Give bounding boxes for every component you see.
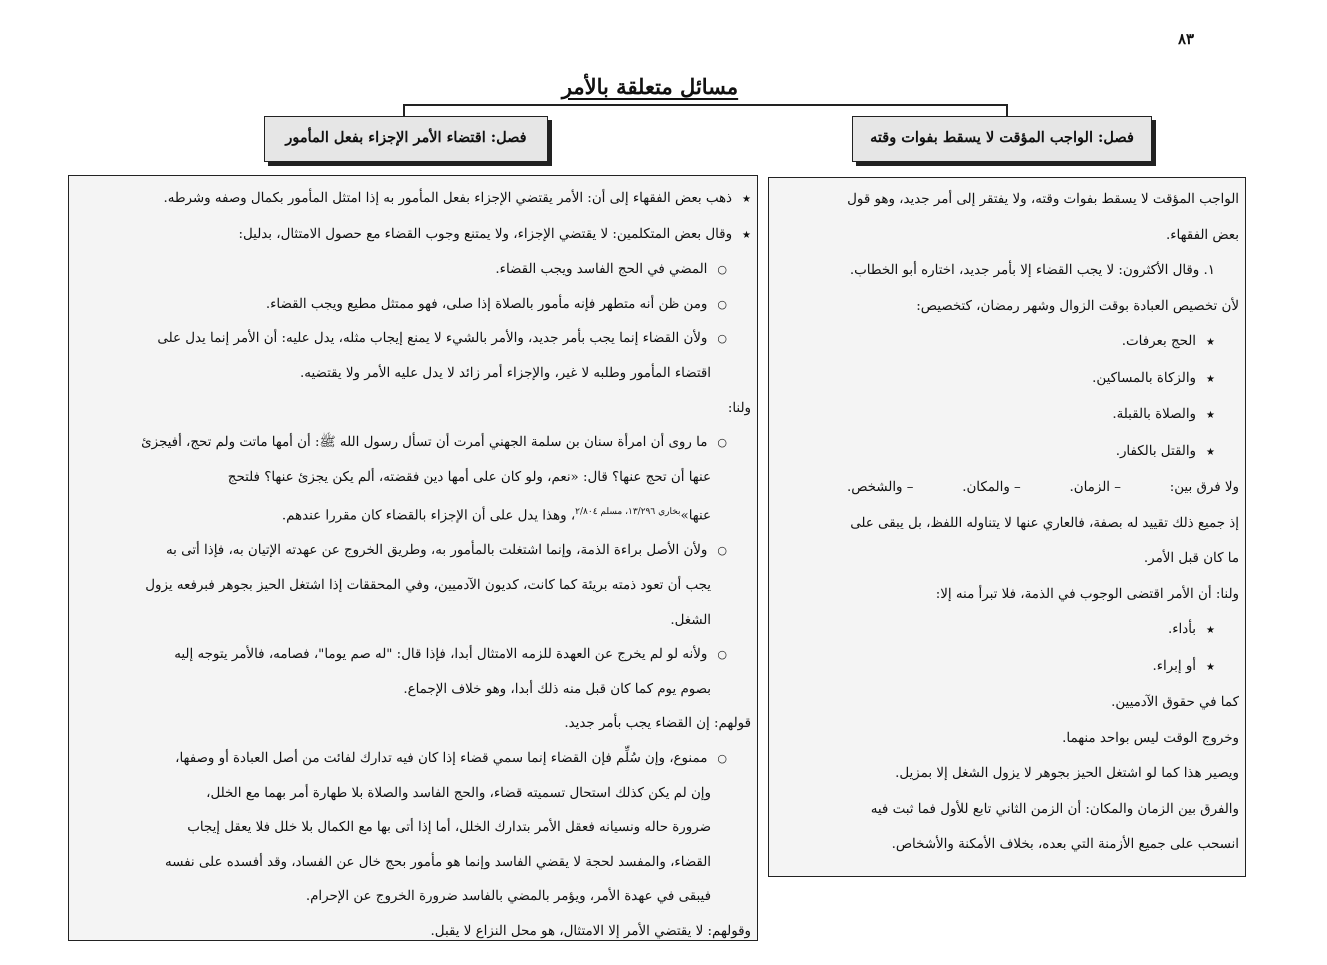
right-line-3: ١. وقال الأكثرون: لا يجب القضاء إلا بأمر جديد، اختاره أبو الخطاب. (849, 263, 1215, 278)
right-list-item-1 (777, 324, 1239, 361)
right-list-item-text: والزكاة بالمساكين. (1092, 370, 1197, 386)
dash-item-time: – الزمان. (1069, 480, 1121, 495)
left-line-17 (75, 742, 751, 777)
right-line-no-difference (777, 470, 1239, 506)
left-line-19: ضرورة حاله ونسيانه فعقل الأمر بتدارك الخلل، أما إذا أتى بها مع الكمال بلا خلل فلا يعقل إيجاب (187, 820, 711, 836)
hadith-reference: بخاري ١٣/٢٩٦، مسلم ٢/٨٠٤ (575, 507, 681, 518)
dash-item-place: – والمكان. (962, 480, 1021, 495)
right-list-item-text: والصلاة بالقبلة. (1112, 407, 1197, 422)
left-line-text: المضي في الحج الفاسد ويجب القضاء. (495, 262, 708, 278)
dash-text: والشخص. (847, 480, 903, 495)
right-line-21: والفرق بين الزمان والمكان: أن الزمن الثاني تابع للأول فما ثبت فيه (870, 801, 1239, 817)
left-line-7: ولنا: (727, 400, 751, 416)
hadith-conclusion-text: ، وهذا يدل على أن الإجزاء بالقضاء كان مقررا عندهم. (281, 508, 576, 524)
left-line-4 (75, 288, 751, 323)
left-line-8 (75, 426, 751, 461)
left-line-text: ما روى أن امرأة سنان بن سلمة الجهني أمرت أن تسأل رسول الله ﷺ: أن أمها ماتت ولم تحج، أفيجزئ (141, 435, 708, 451)
right-line-15: ولنا: أن الأمر اقتضى الوجوب في الذمة، فلا تبرأ منه إلا: (935, 586, 1239, 602)
left-line-6: اقتضاء المأمور وطلبه لا غير، والإجزاء أمر زائد لا يدل عليه الأمر ولا يقتضيه. (300, 365, 711, 381)
left-line-text: ولأن الأصل براءة الذمة، وإنما اشتغلت بالمأمور به، وطريق الخروج عن عهدته الإتيان به، فإذا أتى به (166, 543, 708, 559)
left-line-21: فيبقى في عهدة الأمر، ويؤمر بالمضي بالفاسد ضرورة الخروج عن الإحرام. (305, 889, 711, 905)
right-list-item-6 (777, 649, 1239, 686)
left-line-5 (75, 322, 751, 357)
right-list-item-3 (777, 397, 1239, 434)
right-line-18: كما في حقوق الآدميين. (1111, 695, 1239, 710)
right-line-14: ما كان قبل الأمر. (1143, 551, 1239, 566)
left-line-3 (75, 253, 751, 288)
page-number: ٨٣ (1178, 30, 1195, 48)
left-line-1 (75, 182, 751, 218)
right-line-4: لأن تخصيص العبادة بوقت الزوال وشهر رمضان، كتخصيص: (916, 298, 1239, 314)
right-section-panel (768, 177, 1246, 877)
left-line-text: ومن ظن أنه متطهر فإنه مأمور بالصلاة إذا صلى، فهو ممتثل مطيع ويجب القضاء. (265, 296, 708, 312)
right-line-22: انسحب على جميع الأزمنة التي بعده، بخلاف الأمكنة والأشخاص. (891, 837, 1239, 852)
left-line-12: يجب أن تعود ذمته بريئة كما كانت، كديون الآدميين، وفي المحققات إذا اشتغل الحيز بجوهر فبرفعه يزول (145, 578, 711, 593)
right-list-item-2 (777, 361, 1239, 398)
right-section-heading: فصل: الواجب المؤقت لا يسقط بفوات وقته (852, 116, 1152, 162)
right-line-20: ويصير هذا كما لو اشتغل الحيز بجوهر لا يزول الشغل إلا بمزيل. (895, 766, 1239, 781)
right-line-19: وخروج الوقت ليس بواحد منهما. (1062, 730, 1239, 746)
left-section-heading: فصل: اقتضاء الأمر الإجزاء بفعل المأمور (264, 116, 548, 162)
connector-horizontal (403, 104, 1007, 106)
dash-text: والمكان. (962, 480, 1010, 495)
connector-left-vertical (403, 104, 405, 116)
connector-right-vertical (1006, 104, 1008, 116)
left-line-text: ولأن القضاء إنما يجب بأمر جديد، والأمر بالشيء لا يمنع إيجاب مثله، يدل عليه: أن الأمر إنما يدل على (157, 331, 708, 347)
left-section-panel (68, 175, 758, 941)
left-line-18: وإن لم يكن كذلك استحال تسميته قضاء، والحج الفاسد والصلاة بلا طهارة أمر بهما مع الخلل، (206, 785, 711, 801)
hadith-end-text: عنها» (680, 508, 711, 524)
left-line-15: بصوم يوم كما كان قبل منه ذلك أبدا، وهو خلاف الإجماع. (403, 681, 711, 697)
right-line-1: الواجب المؤقت لا يسقط بفوات وقته، ولا يفتقر إلى أمر جديد، وهو قول (847, 192, 1239, 207)
dash-item-person: – والشخص. (847, 480, 914, 495)
right-line-13: إذ جميع ذلك تقييد له بصفة، فالعاري عنها لا يتناوله اللفظ، بل يبقى على (850, 515, 1239, 531)
page-title: مسائل متعلقة بالأمر (561, 74, 739, 99)
left-line-13: الشغل. (670, 612, 711, 628)
left-line-text: ممنوع، وإن سُلِّم فإن القضاء إنما سمي قضاء إذا كان فيه تدارك لفائت من أصل العبادة أو وصفها، (175, 750, 708, 766)
left-line-11 (75, 534, 751, 569)
right-list-item-text: الحج بعرفات. (1121, 334, 1197, 349)
left-line-text: ذهب بعض الفقهاء إلى أن: الأمر يقتضي الإجزاء بفعل المأمور به إذا امتثل المأمور بكمال وصفه وشرطه. (163, 191, 733, 206)
left-line-14 (75, 638, 751, 673)
right-list-item-text: والقتل بالكفار. (1115, 443, 1197, 459)
right-line-2: بعض الفقهاء. (1165, 227, 1239, 243)
left-line-22: وقولهم: لا يقتضي الأمر إلا الامتثال، هو محل النزاع لا يقبل. (430, 923, 751, 939)
left-line-10 (75, 495, 751, 534)
left-line-20: القضاء، والمفسد لحجة لا يقضي الفاسد وإنما هو مأمور بحج خال عن الفساد، وقد أفسده على نفسه (164, 854, 711, 870)
left-line-2 (75, 218, 751, 254)
left-line-9: عنها أن تحج عنها؟ قال: «نعم، ولو كان على أمها دين فقضته، ألم يكن يجزئ عنها؟ فلتحج (227, 469, 711, 485)
left-line-text: ولأنه لو لم يخرج عن العهدة للزمه الامتثال أبدا، فإذا قال: "له صم يوما"، فصامه، فالأمر يتوجه إليه (174, 647, 708, 663)
dash-text: الزمان. (1069, 480, 1111, 495)
right-list-item-text: بأداء. (1167, 622, 1197, 637)
right-list-item-text: أو إبراء. (1152, 658, 1197, 674)
left-line-text: وقال بعض المتكلمين: لا يقتضي الإجزاء، ولا يمتنع وجوب القضاء مع حصول الامتثال، بدليل: (238, 226, 733, 242)
left-line-16: قولهم: إن القضاء يجب بأمر جديد. (564, 716, 751, 732)
right-list-item-4 (777, 434, 1239, 471)
right-list-item-5 (777, 612, 1239, 649)
no-difference-label: ولا فرق بين: (1169, 480, 1239, 495)
